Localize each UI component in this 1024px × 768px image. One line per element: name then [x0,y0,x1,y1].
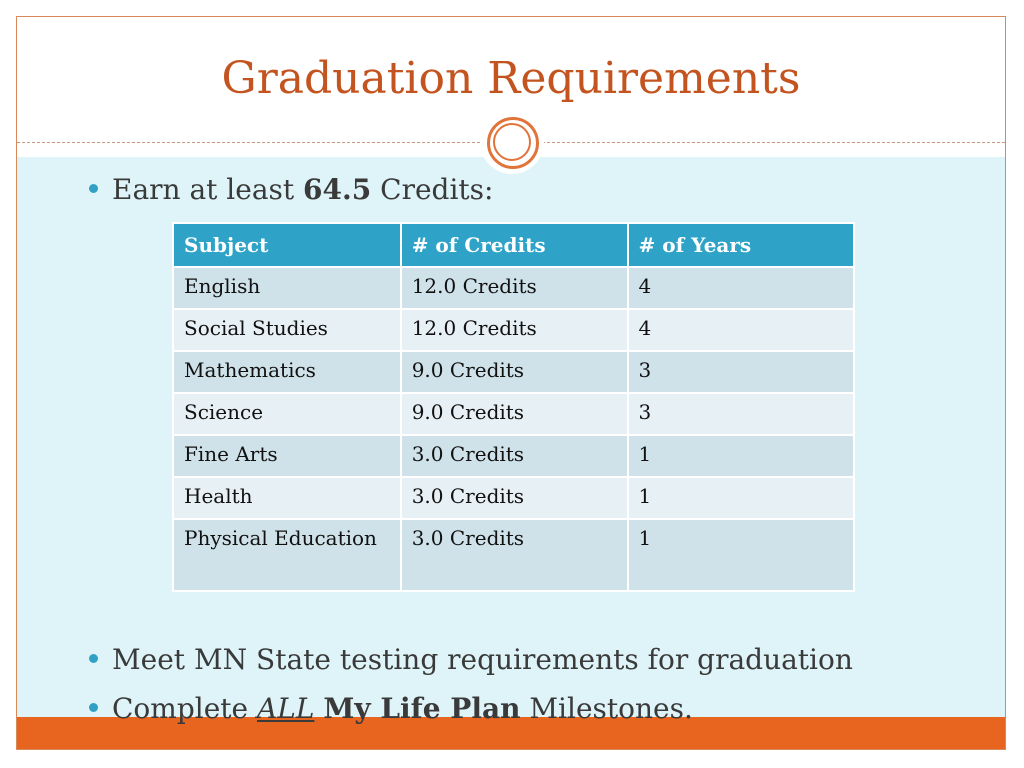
table-row [173,267,854,309]
cell-subject: English [173,267,401,309]
bullet-credits-suffix: Credits: [371,173,494,206]
slide [16,16,1006,750]
table-row [173,351,854,393]
inner-ring [493,123,531,161]
bullet-dot-icon [89,654,98,663]
bullet-milestones-bold: My Life Plan [323,692,521,725]
cell-subject: Mathematics [173,351,401,393]
cell-credits: 9.0 Credits [401,351,628,393]
cell-subject: Science [173,393,401,435]
bullet-testing [89,643,853,676]
cell-years: 4 [628,309,854,351]
cell-credits: 9.0 Credits [401,393,628,435]
header-subject: Subject [173,223,401,267]
bullet-milestones-prefix: Complete [112,692,258,725]
header-years: # of Years [628,223,854,267]
bullet-dot-icon [89,184,98,193]
bullet-credits-number: 64.5 [303,173,372,206]
cell-credits: 12.0 Credits [401,267,628,309]
table-row [173,519,854,591]
table-header-row [173,223,854,267]
table-row [173,435,854,477]
cell-years: 1 [628,435,854,477]
cell-years: 3 [628,351,854,393]
header-credits: # of Credits [401,223,628,267]
cell-years: 1 [628,519,854,591]
bullet-testing-text: Meet MN State testing requirements for graduation [112,643,853,676]
cell-years: 3 [628,393,854,435]
cell-credits: 3.0 Credits [401,519,628,591]
bullet-dot-icon [89,703,98,712]
cell-credits: 12.0 Credits [401,309,628,351]
bullet-milestones [89,692,693,725]
cell-subject: Fine Arts [173,435,401,477]
cell-years: 4 [628,267,854,309]
table-row [173,309,854,351]
credits-table [172,222,855,592]
table-row [173,477,854,519]
cell-subject: Physical Education [173,519,401,591]
slide-title: Graduation Requirements [221,53,801,104]
cell-subject: Health [173,477,401,519]
table-row [173,393,854,435]
bullet-milestones-suffix: Milestones. [520,692,693,725]
cell-credits: 3.0 Credits [401,477,628,519]
cell-subject: Social Studies [173,309,401,351]
cell-credits: 3.0 Credits [401,435,628,477]
bullet-credits-prefix: Earn at least [112,173,304,206]
cell-years: 1 [628,477,854,519]
circle-ornament-icon [480,110,544,174]
bullet-credits [89,173,493,206]
bullet-milestones-emph: ALL [257,692,315,725]
